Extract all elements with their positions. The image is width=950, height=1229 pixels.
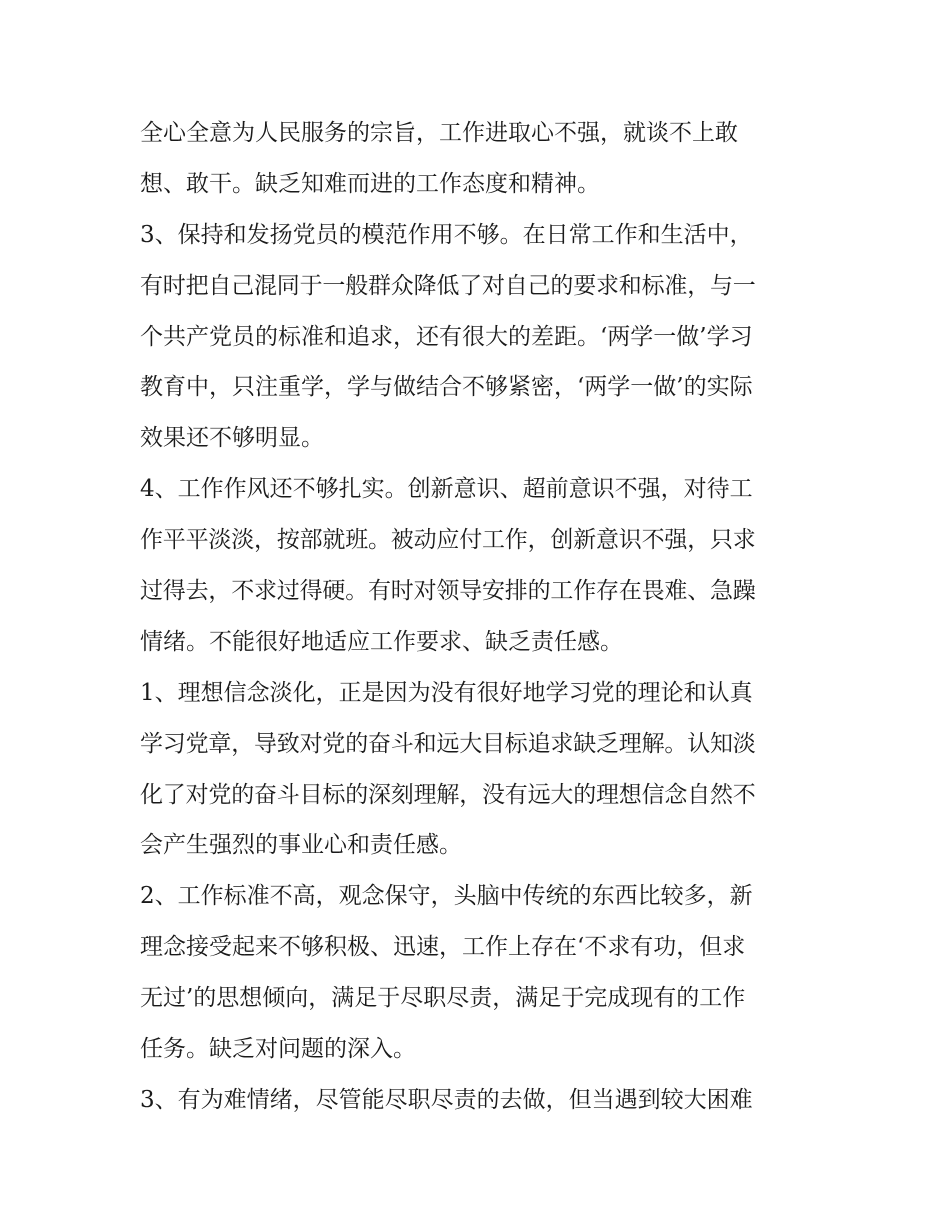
text-line: 化了对党的奋斗目标的深刻理解，没有远大的理想信念自然不	[140, 781, 756, 808]
text-line: 有时把自己混同于一般群众降低了对自己的要求和标准，与一	[140, 272, 756, 299]
document-body	[140, 108, 830, 1126]
text-line: 作平平淡淡，按部就班。被动应付工作，创新意识不强，只求	[140, 527, 756, 554]
text-line: 无过’的思想倾向，满足于尽职尽责，满足于完成现有的工作	[140, 985, 746, 1012]
text-line: 2、工作标准不高，观念保守，头脑中传统的东西比较多，新	[140, 883, 753, 910]
text-line: 个共产党员的标准和追求，还有很大的差距。‘两学一做’学习	[140, 323, 753, 350]
text-line: 教育中，只注重学，学与做结合不够紧密，‘两学一做’的实际	[140, 374, 753, 401]
text-line: 情绪。不能很好地适应工作要求、缺乏责任感。	[140, 628, 623, 655]
text-line: 想、敢干。缺乏知难而进的工作态度和精神。	[140, 170, 600, 197]
text-line: 4、工作作风还不够扎实。创新意识、超前意识不强，对待工	[140, 476, 753, 503]
text-line: 3、保持和发扬党员的模范作用不够。在日常工作和生活中，	[140, 221, 753, 248]
text-line: 全心全意为人民服务的宗旨，工作进取心不强，就谈不上敢	[140, 120, 738, 146]
text-line: 1、理想信念淡化，正是因为没有很好地学习党的理论和认真	[140, 679, 753, 706]
text-line: 效果还不够明显。	[140, 425, 324, 452]
text-line: 学习党章，导致对党的奋斗和远大目标追求缺乏理解。认知淡	[140, 730, 756, 757]
text-line: 3、有为难情绪，尽管能尽职尽责的去做，但当遇到较大困难	[140, 1086, 753, 1113]
text-line: 过得去，不求过得硬。有时对领导安排的工作存在畏难、急躁	[140, 578, 756, 605]
text-line: 任务。缺乏对问题的深入。	[140, 1036, 416, 1063]
text-line: 会产生强烈的事业心和责任感。	[140, 832, 462, 859]
text-line: 理念接受起来不够积极、迅速，工作上存在‘不求有功，但求	[140, 934, 746, 961]
